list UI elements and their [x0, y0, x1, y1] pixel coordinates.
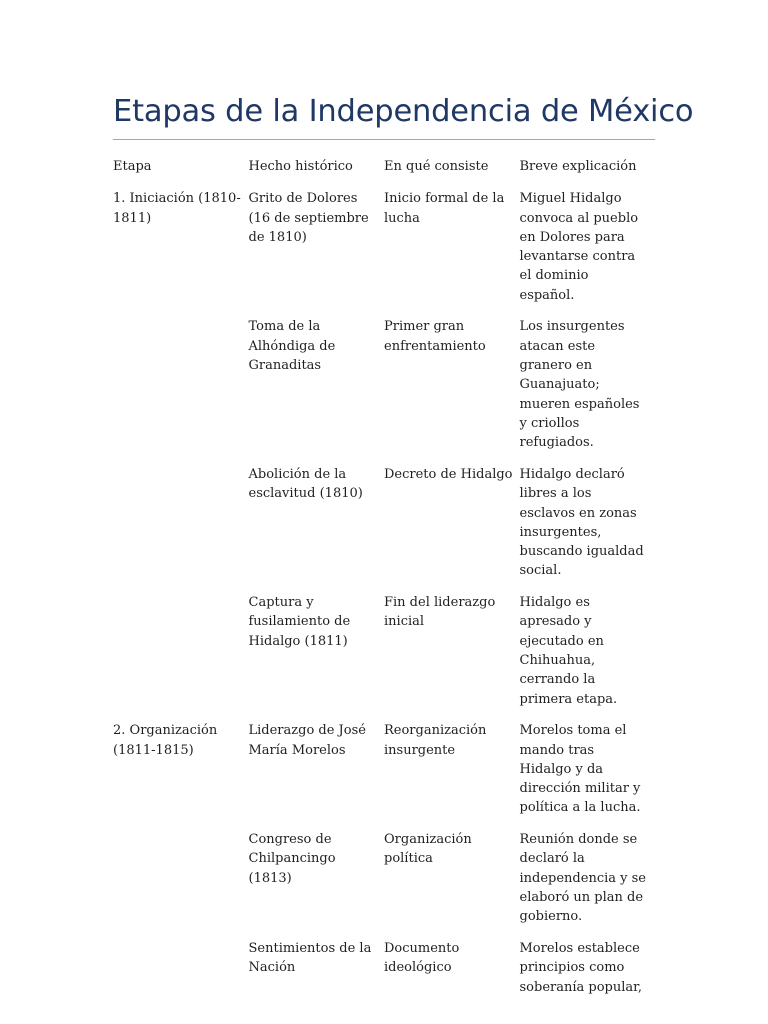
table-row — [113, 721, 653, 830]
cell-etapa: 1. Iniciación (1810-1811) — [113, 191, 241, 226]
cell-hecho: Grito de Dolores (16 de septiembre de 1810) — [248, 191, 369, 245]
table-row — [113, 939, 653, 1009]
cell-consiste: Fin del liderazgo inicial — [384, 595, 496, 630]
independence-stages-table — [113, 157, 653, 1009]
table-row — [113, 317, 653, 464]
cell-explicacion: Morelos establece principios como soberanía popular, — [519, 941, 643, 995]
table-row — [113, 465, 653, 593]
cell-explicacion: Hidalgo declaró libres a los esclavos en zonas insurgentes, buscando igualdad social. — [519, 466, 644, 579]
cell-etapa — [113, 465, 249, 593]
header-explicacion: Breve explicación — [519, 159, 637, 174]
cell-etapa — [113, 317, 249, 464]
cell-hecho: Liderazgo de José María Morelos — [248, 723, 366, 758]
cell-consiste: Primer gran enfrentamiento — [384, 319, 486, 354]
cell-consiste: Organización política — [384, 832, 472, 867]
cell-hecho: Congreso de Chilpancingo (1813) — [248, 832, 336, 886]
cell-hecho: Abolición de la esclavitud (1810) — [248, 466, 363, 502]
cell-explicacion: Reunión donde se declaró la independencia y se elaboró un plan de gobierno. — [519, 832, 646, 925]
title-underline — [113, 139, 655, 140]
cell-explicacion: Los insurgentes atacan este granero en Guanajuato; mueren españoles y criollos refugiados. — [519, 319, 640, 451]
cell-etapa — [113, 830, 249, 939]
table-row — [113, 830, 653, 939]
header-hecho: Hecho histórico — [248, 159, 353, 174]
table-header-row — [113, 157, 653, 189]
cell-etapa: 2. Organización (1811-1815) — [113, 723, 218, 758]
cell-etapa — [113, 593, 249, 721]
table-row — [113, 593, 653, 721]
header-consiste: En qué consiste — [384, 159, 489, 174]
header-etapa: Etapa — [113, 159, 152, 174]
cell-explicacion: Morelos toma el mando tras Hidalgo y da dirección militar y política a la lucha. — [519, 723, 641, 816]
cell-explicacion: Miguel Hidalgo convoca al pueblo en Dolores para levantarse contra el dominio español. — [519, 191, 639, 303]
cell-hecho: Captura y fusilamiento de Hidalgo (1811) — [248, 595, 351, 649]
cell-etapa — [113, 939, 249, 1009]
cell-hecho: Toma de la Alhóndiga de Granaditas — [248, 319, 336, 374]
cell-consiste: Documento ideológico — [384, 941, 460, 976]
cell-consiste: Inicio formal de la lucha — [384, 191, 505, 226]
table-row — [113, 189, 653, 317]
document-title: Etapas de la Independencia de México — [113, 94, 694, 129]
cell-consiste: Reorganización insurgente — [384, 723, 487, 758]
cell-hecho: Sentimientos de la Nación — [248, 941, 372, 976]
cell-explicacion: Hidalgo es apresado y ejecutado en Chihuahua, cerrando la primera etapa. — [519, 595, 618, 707]
cell-consiste: Decreto de Hidalgo — [384, 466, 513, 482]
